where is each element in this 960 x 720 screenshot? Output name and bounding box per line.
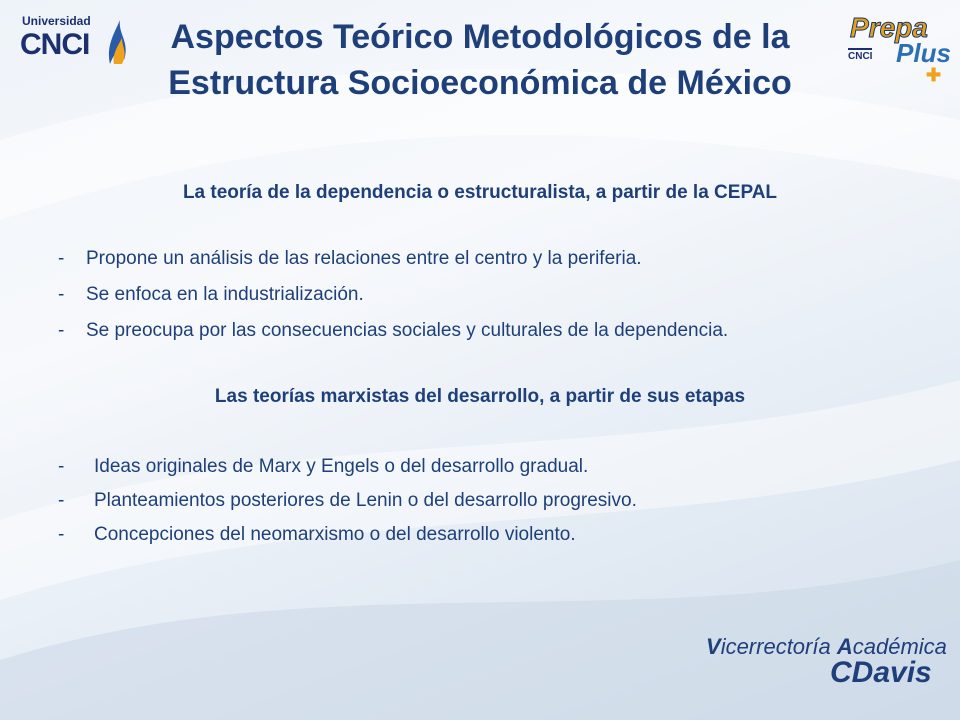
bullet-dash: - xyxy=(58,524,65,545)
vice-text-1: icerrectoría xyxy=(720,634,837,659)
section2-bullet-1 xyxy=(58,456,588,478)
logo-prepa-cnci-text: CNCI xyxy=(848,48,872,62)
cdavis-logo: CDavis xyxy=(830,656,932,689)
bullet-dash: - xyxy=(58,456,65,477)
bullet-dash: - xyxy=(58,284,65,305)
section1-heading: La teoría de la dependencia o estructuralista, a partir de la CEPAL xyxy=(182,182,778,203)
section2-heading: Las teorías marxistas del desarrollo, a partir de sus etapas xyxy=(214,386,746,407)
bullet-text: Se preocupa por las consecuencias sociales y culturales de la dependencia. xyxy=(86,320,729,341)
logo-cnci-text: CNCI xyxy=(20,28,90,61)
page-title: Aspectos Teórico Metodológicos de la Estructura Socioeconómica de México xyxy=(168,18,792,102)
logo-plus-text: Plus xyxy=(896,38,951,68)
section2-bullet-2 xyxy=(58,490,637,512)
vice-text-2: cadémica xyxy=(852,634,947,659)
bullet-dash: - xyxy=(58,248,65,269)
section2-bullet-3 xyxy=(58,524,576,546)
bullet-text: Propone un análisis de las relaciones entre el centro y la periferia. xyxy=(86,248,642,269)
vice-initial: V xyxy=(706,634,721,659)
bullet-text: Planteamientos posteriores de Lenin o del desarrollo progresivo. xyxy=(94,490,637,511)
plus-icon: ✚ xyxy=(926,65,942,85)
bullet-dash: - xyxy=(58,490,65,511)
vice-initial-2: A xyxy=(836,634,853,659)
bullet-dash: - xyxy=(58,320,65,341)
prepa-plus-logo xyxy=(842,12,951,85)
logo-university-text: Universidad xyxy=(22,14,91,28)
bullet-text: Ideas originales de Marx y Engels o del desarrollo gradual. xyxy=(94,456,589,477)
bullet-text: Se enfoca en la industrialización. xyxy=(86,284,364,305)
section1-bullet-1 xyxy=(58,248,642,270)
bullet-text: Concepciones del neomarxismo o del desarrollo violento. xyxy=(94,524,576,545)
section1-bullet-3 xyxy=(58,320,728,342)
cnci-logo xyxy=(16,14,134,68)
logo-prepa-text: Prepa xyxy=(850,12,928,43)
section1-bullet-2 xyxy=(58,284,364,306)
